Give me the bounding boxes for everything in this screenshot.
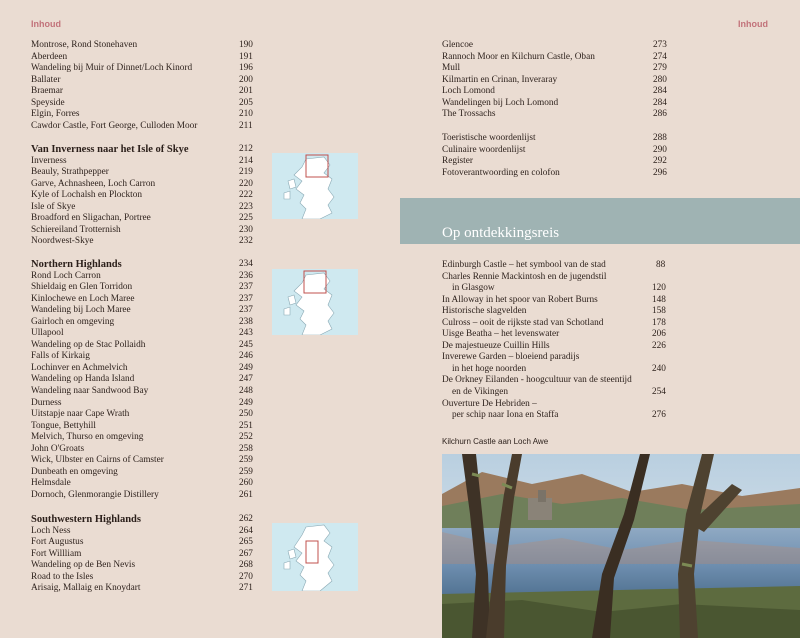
toc-row[interactable]: Isle of Skye 223 <box>31 201 253 212</box>
toc-row[interactable]: Wandelingen bij Loch Lomond 284 <box>442 97 667 108</box>
toc-row[interactable]: Edinburgh Castle – het symbool van de stad 88 <box>442 260 666 270</box>
toc-discovery <box>442 260 672 422</box>
toc-row[interactable]: Kyle of Lochalsh en Plockton 222 <box>31 190 253 201</box>
toc-row[interactable]: Broadford en Sligachan, Portree 225 <box>31 213 253 224</box>
toc-row[interactable]: Fotoverantwoording en colofon 296 <box>442 167 667 178</box>
toc-row[interactable]: Fort Willliam 267 <box>31 548 253 559</box>
toc-row[interactable]: De Orkney Eilanden - hoogcultuur van de steentijd <box>442 375 632 386</box>
toc-row[interactable]: The Trossachs 286 <box>442 109 667 120</box>
toc-row[interactable]: Historische slagvelden 158 <box>442 306 666 317</box>
photo-caption: Kilchurn Castle aan Loch Awe <box>442 437 549 446</box>
scotland-map-southwestern[interactable] <box>272 523 358 591</box>
toc-section-southwestern <box>31 514 261 595</box>
toc-row[interactable]: Garve, Achnasheen, Loch Carron 220 <box>31 178 253 189</box>
toc-row[interactable]: John O'Groats 258 <box>31 443 253 454</box>
map-skye-graphic <box>272 153 358 219</box>
toc-row[interactable]: Beauly, Strathpepper 219 <box>31 167 253 178</box>
toc-row[interactable]: Braemar 201 <box>31 86 253 97</box>
toc-row[interactable]: Cawdor Castle, Fort George, Culloden Moor 211 <box>31 120 253 131</box>
toc-row[interactable]: Wandeling op Handa Island 247 <box>31 374 253 385</box>
toc-row[interactable]: Loch Ness 264 <box>31 525 253 536</box>
running-header-left: Inhoud <box>31 19 61 29</box>
toc-row[interactable]: Elgin, Forres 210 <box>31 109 253 120</box>
toc-right-items <box>442 40 672 121</box>
toc-row[interactable]: Montrose, Rond Stonehaven 190 <box>31 40 253 50</box>
toc-row[interactable]: Dunbeath en omgeving 259 <box>31 466 253 477</box>
loch-awe-photo <box>442 454 800 638</box>
toc-section-northern <box>31 259 261 501</box>
toc-row[interactable]: Culross – ooit de rijkste stad van Schotland 178 <box>442 317 666 328</box>
toc-row[interactable]: Register 292 <box>442 156 667 167</box>
map-northern-graphic <box>272 269 358 335</box>
section-title[interactable]: Northern Highlands 234 <box>31 259 253 270</box>
toc-row[interactable]: Schiereiland Trotternish 230 <box>31 224 253 235</box>
toc-row[interactable]: Aberdeen 191 <box>31 51 253 62</box>
toc-row[interactable]: Mull 279 <box>442 63 667 74</box>
toc-row[interactable]: Rond Loch Carron 236 <box>31 270 253 281</box>
toc-row[interactable]: Uisge Beatha – het levenswater 206 <box>442 329 666 340</box>
discovery-title: Op ontdekkingsreis <box>442 225 560 241</box>
toc-row[interactable]: Ouverture De Hebriden – <box>442 398 537 409</box>
toc-section-skye <box>31 144 261 248</box>
toc-row[interactable]: Wandeling op de Stac Pollaidh 245 <box>31 339 253 350</box>
toc-row[interactable]: Dornoch, Glenmorangie Distillery 261 <box>31 489 253 500</box>
toc-row[interactable]: Wandeling bij Muir of Dinnet/Loch Kinord 196 <box>31 63 253 74</box>
toc-row[interactable]: Noordwest-Skye 232 <box>31 236 253 247</box>
toc-row[interactable]: Lochinver en Achmelvich 249 <box>31 362 253 373</box>
toc-left-intro <box>31 40 261 132</box>
toc-row[interactable]: per schip naar Iona en Staffa 276 <box>452 410 666 421</box>
toc-row[interactable]: Loch Lomond 284 <box>442 86 667 97</box>
map-southwestern-graphic <box>272 523 358 591</box>
toc-row[interactable]: Glencoe 273 <box>442 40 667 50</box>
scotland-map-skye[interactable] <box>272 153 358 219</box>
toc-row[interactable]: Melvich, Thurso en omgeving 252 <box>31 432 253 443</box>
toc-row[interactable]: Wandeling bij Loch Maree 237 <box>31 305 253 316</box>
section-title[interactable]: Southwestern Highlands 262 <box>31 514 253 525</box>
toc-row[interactable]: Ballater 200 <box>31 74 253 85</box>
toc-row[interactable]: Inverness 214 <box>31 155 253 166</box>
toc-row[interactable]: Kinlochewe en Loch Maree 237 <box>31 293 253 304</box>
toc-row[interactable]: in Glasgow 120 <box>452 283 666 294</box>
toc-row[interactable]: Wandeling naar Sandwood Bay 248 <box>31 386 253 397</box>
toc-row[interactable]: Rannoch Moor en Kilchurn Castle, Oban 274 <box>442 51 667 62</box>
toc-row[interactable]: In Alloway in het spoor van Robert Burns 148 <box>442 294 666 305</box>
toc-row[interactable]: Durness 249 <box>31 397 253 408</box>
toc-row[interactable]: Speyside 205 <box>31 97 253 108</box>
scotland-map-northern[interactable] <box>272 269 358 335</box>
toc-row[interactable]: Kilmartin en Crinan, Inveraray 280 <box>442 74 667 85</box>
toc-row[interactable]: Tongue, Bettyhill 251 <box>31 420 253 431</box>
toc-row[interactable]: Charles Rennie Mackintosh en de jugendstil <box>442 271 607 282</box>
toc-row[interactable]: Wandeling op de Ben Nevis 268 <box>31 560 253 571</box>
running-header-right: Inhoud <box>738 19 768 29</box>
toc-row[interactable]: Inverewe Garden – bloeiend paradijs <box>442 352 580 363</box>
toc-row[interactable]: Uitstapje naar Cape Wrath 250 <box>31 409 253 420</box>
toc-row[interactable]: Helmsdale 260 <box>31 478 253 489</box>
toc-row[interactable]: Gairloch en omgeving 238 <box>31 316 253 327</box>
landscape-illustration <box>442 454 800 638</box>
toc-row[interactable]: Arisaig, Mallaig en Knoydart 271 <box>31 583 253 594</box>
discovery-band <box>400 198 800 244</box>
toc-row[interactable]: Culinaire woordenlijst 290 <box>442 144 667 155</box>
section-title[interactable]: Van Inverness naar het Isle of Skye 212 <box>31 144 253 155</box>
toc-row[interactable]: in het hoge noorden 240 <box>452 363 666 374</box>
toc-row[interactable]: Toeristische woordenlijst 288 <box>442 133 667 143</box>
toc-row[interactable]: Falls of Kirkaig 246 <box>31 351 253 362</box>
toc-row[interactable]: Road to the Isles 270 <box>31 571 253 582</box>
toc-row[interactable]: en de Vikingen 254 <box>452 387 666 398</box>
toc-row[interactable]: De majestueuze Cuillin Hills 226 <box>442 340 666 351</box>
toc-row[interactable]: Wick, Ulbster en Cairns of Camster 259 <box>31 455 253 466</box>
toc-row[interactable]: Shieldaig en Glen Torridon 237 <box>31 282 253 293</box>
toc-row[interactable]: Ullapool 243 <box>31 328 253 339</box>
toc-right-appendix <box>442 133 672 179</box>
toc-row[interactable]: Fort Augustus 265 <box>31 537 253 548</box>
